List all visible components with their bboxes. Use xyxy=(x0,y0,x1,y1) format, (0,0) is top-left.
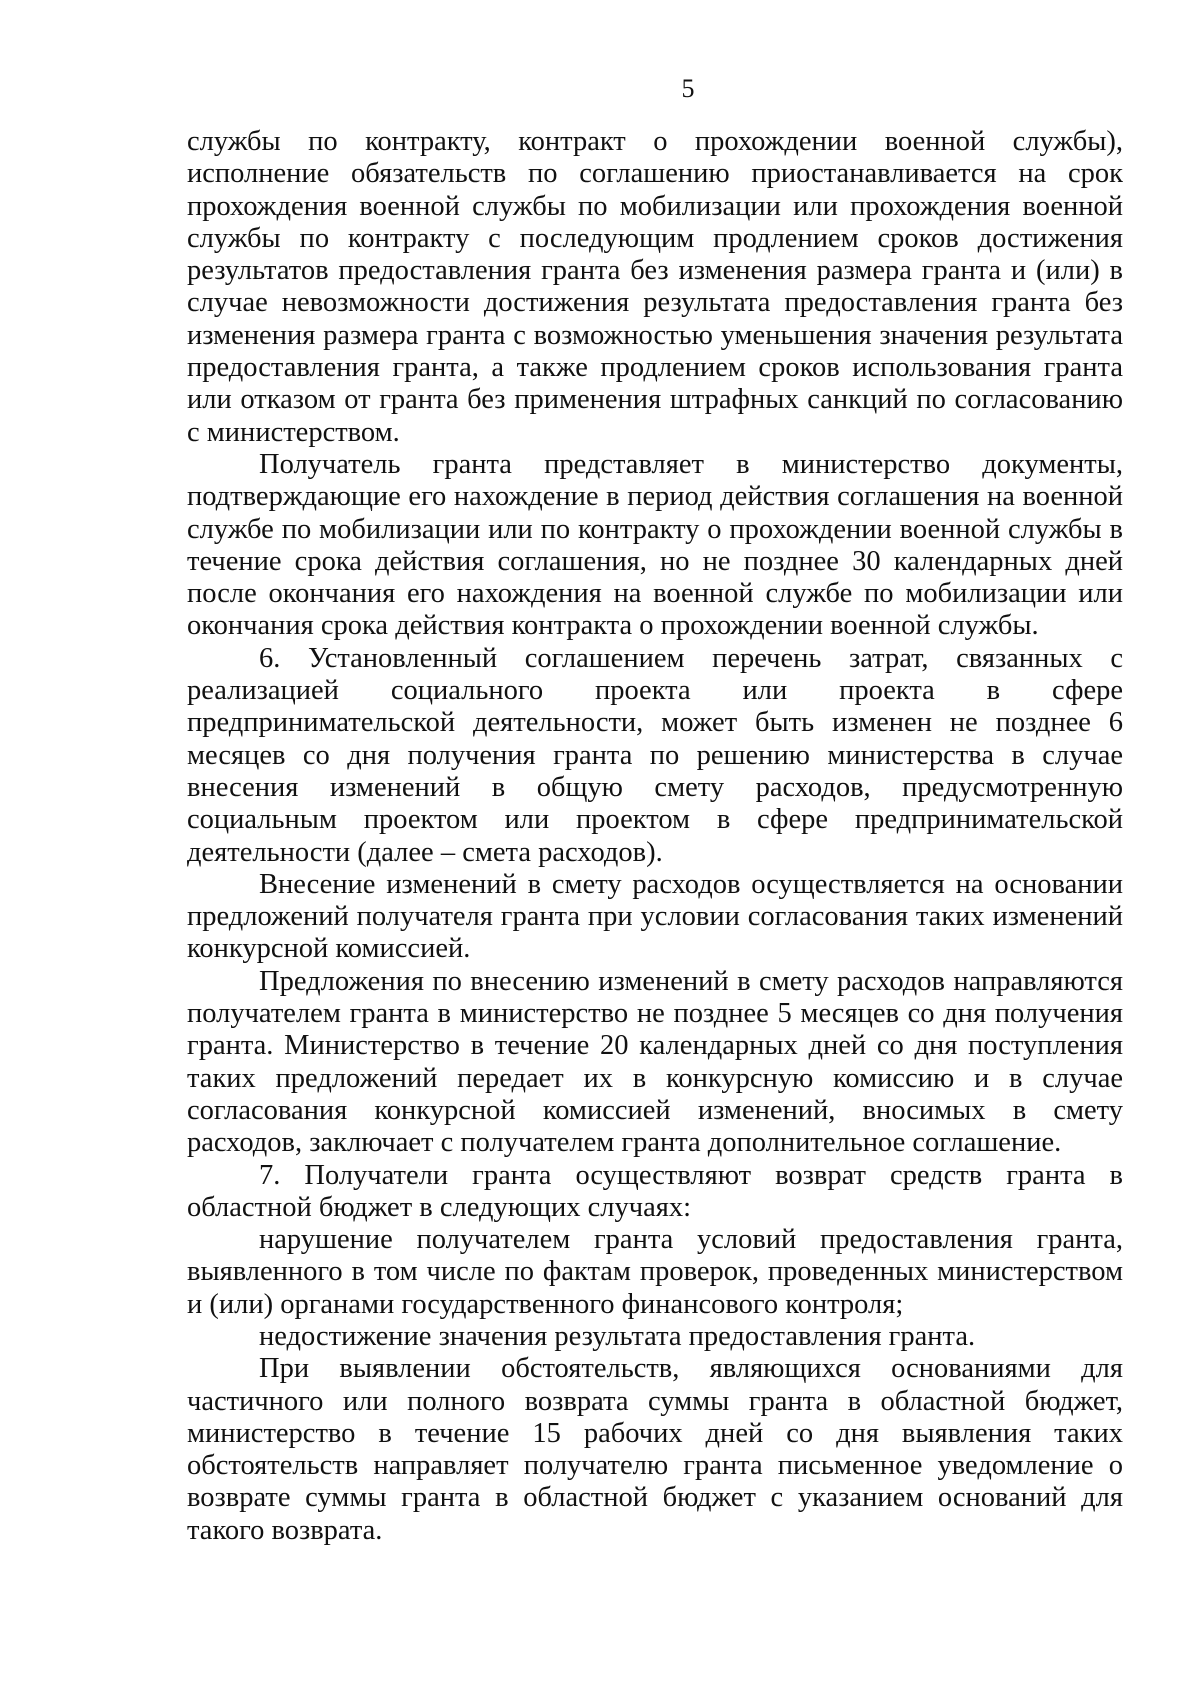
page-number: 5 xyxy=(681,74,695,103)
paragraph-estimate-changes: Внесение изменений в смету расходов осуществляется на основании предложений получателя гранта при условии согласования таких изменений конкурсной комиссией. xyxy=(187,868,1123,965)
paragraph-clause-7: 7. Получатели гранта осуществляют возврат средств гранта в областной бюджет в следующих случаях: xyxy=(187,1159,1123,1223)
document-body xyxy=(187,126,1123,1547)
paragraph-continuation: службы по контракту, контракт о прохождении военной службы), исполнение обязательств по соглашению приостанавливается на срок прохождения военной службы по мобилизации или прохождения военной службы по контракту с последующим продлением сроков достижения результатов предоставления гранта без изменения размера гранта и (или) в случае невозможности достижения результата предоставления гранта без изменения размера гранта с возможностью уменьшения значения результата предоставления гранта, а также продлением сроков использования гранта или отказом от гранта без применения штрафных санкций по согласованию с министерством. xyxy=(187,126,1123,448)
paragraph-case-violation: нарушение получателем гранта условий предоставления гранта, выявленного в том числе по фактам проверок, проведенных министерством и (или) органами государственного финансового контроля; xyxy=(187,1224,1123,1320)
paragraph-clause-6: 6. Установленный соглашением перечень затрат, связанных с реализацией социального проекта или проекта в сфере предпринимательской деятельности, может быть изменен не позднее 6 месяцев со дня получения гранта по решению министерства в случае внесения изменений в общую смету расходов, предусмотренную социальным проектом или проектом в сфере предпринимательской деятельности (далее – смета расходов). xyxy=(187,642,1123,868)
paragraph-case-not-achieved: недостижение значения результата предоставления гранта. xyxy=(259,1320,976,1352)
paragraph-recipient-documents: Получатель гранта представляет в министерство документы, подтверждающие его нахождение в период действия соглашения на военной службе по мобилизации или по контракту о прохождении военной службы в течение срока действия соглашения, но не позднее 30 календарных дней после окончания его нахождения на военной службе по мобилизации или окончания срока действия контракта о прохождении военной службы. xyxy=(187,448,1123,642)
paragraph-proposals: Предложения по внесению изменений в смету расходов направляются получателем гранта в министерство не позднее 5 месяцев со дня получения гранта. Министерство в течение 20 календарных дней со дня поступления таких предложений передает их в конкурсную комиссию и в случае согласования конкурсной комиссией изменений, вносимых в смету расходов, заключает с получателем гранта дополнительное соглашение. xyxy=(187,965,1123,1159)
paragraph-refund-notice: При выявлении обстоятельств, являющихся основаниями для частичного или полного возврата суммы гранта в областной бюджет, министерство в течение 15 рабочих дней со дня выявления таких обстоятельств направляет получателю гранта письменное уведомление о возврате суммы гранта в областной бюджет с указанием оснований для такого возврата. xyxy=(187,1353,1123,1546)
